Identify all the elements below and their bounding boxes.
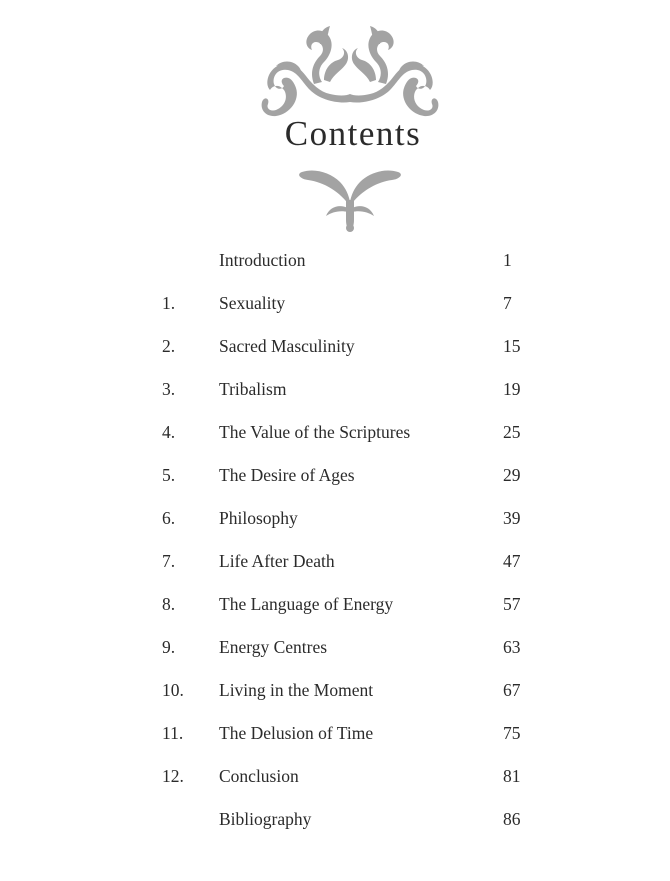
page-number: 81: [503, 766, 521, 786]
page-number: 15: [503, 336, 521, 356]
table-of-contents: [0, 246, 670, 848]
chapter-title: The Value of the Scriptures: [219, 422, 411, 442]
page-number: 63: [503, 637, 521, 657]
chapter-title: The Language of Energy: [219, 594, 394, 614]
page-number: 57: [503, 594, 521, 614]
chapter-number: 12.: [162, 766, 184, 786]
page-title: [0, 114, 670, 154]
chapter-number: 9.: [162, 637, 176, 657]
chapter-number: 7.: [162, 551, 176, 571]
chapter-number: 1.: [162, 293, 176, 313]
chapter-number: 5.: [162, 465, 176, 485]
page-number: 75: [503, 723, 521, 743]
floral-scroll-ornament-icon: [258, 24, 442, 128]
toc-entry[interactable]: [0, 246, 670, 289]
page-number: 39: [503, 508, 521, 528]
toc-entry[interactable]: [0, 633, 670, 676]
toc-entry[interactable]: [0, 418, 670, 461]
chapter-title: Life After Death: [219, 551, 335, 571]
toc-entry[interactable]: [0, 461, 670, 504]
chapter-title: Sexuality: [219, 293, 286, 313]
toc-entry[interactable]: [0, 805, 670, 848]
chapter-number: 3.: [162, 379, 176, 399]
chapter-title: Conclusion: [219, 766, 299, 786]
toc-entry[interactable]: [0, 289, 670, 332]
fleuron-ornament-icon: [296, 166, 404, 236]
chapter-number: 4.: [162, 422, 176, 442]
page-number: 19: [503, 379, 521, 399]
page-number: 47: [503, 551, 521, 571]
chapter-title: The Desire of Ages: [219, 465, 355, 485]
toc-entry[interactable]: [0, 547, 670, 590]
toc-entry[interactable]: [0, 719, 670, 762]
toc-entry[interactable]: [0, 504, 670, 547]
page-number: 1: [503, 250, 512, 270]
chapter-number: 11.: [162, 723, 184, 743]
page-number: 29: [503, 465, 521, 485]
page-number: 7: [503, 293, 512, 313]
page-number: 86: [503, 809, 521, 829]
chapter-number: 6.: [162, 508, 176, 528]
toc-entry[interactable]: [0, 762, 670, 805]
chapter-title: Tribalism: [219, 379, 287, 399]
chapter-title: The Delusion of Time: [219, 723, 374, 743]
chapter-title: Living in the Moment: [219, 680, 374, 700]
chapter-title: Energy Centres: [219, 637, 328, 657]
chapter-number: 10.: [162, 680, 184, 700]
chapter-title: Sacred Masculinity: [219, 336, 355, 356]
toc-entry[interactable]: [0, 676, 670, 719]
chapter-title: Philosophy: [219, 508, 298, 528]
toc-entry[interactable]: [0, 332, 670, 375]
toc-entry[interactable]: [0, 375, 670, 418]
page-title-text: Contents: [284, 114, 422, 153]
chapter-title: Bibliography: [219, 809, 312, 829]
toc-entry[interactable]: [0, 590, 670, 633]
chapter-number: 2.: [162, 336, 176, 356]
chapter-number: 8.: [162, 594, 176, 614]
chapter-title: Introduction: [219, 250, 306, 270]
page-number: 25: [503, 422, 521, 442]
page-number: 67: [503, 680, 521, 700]
